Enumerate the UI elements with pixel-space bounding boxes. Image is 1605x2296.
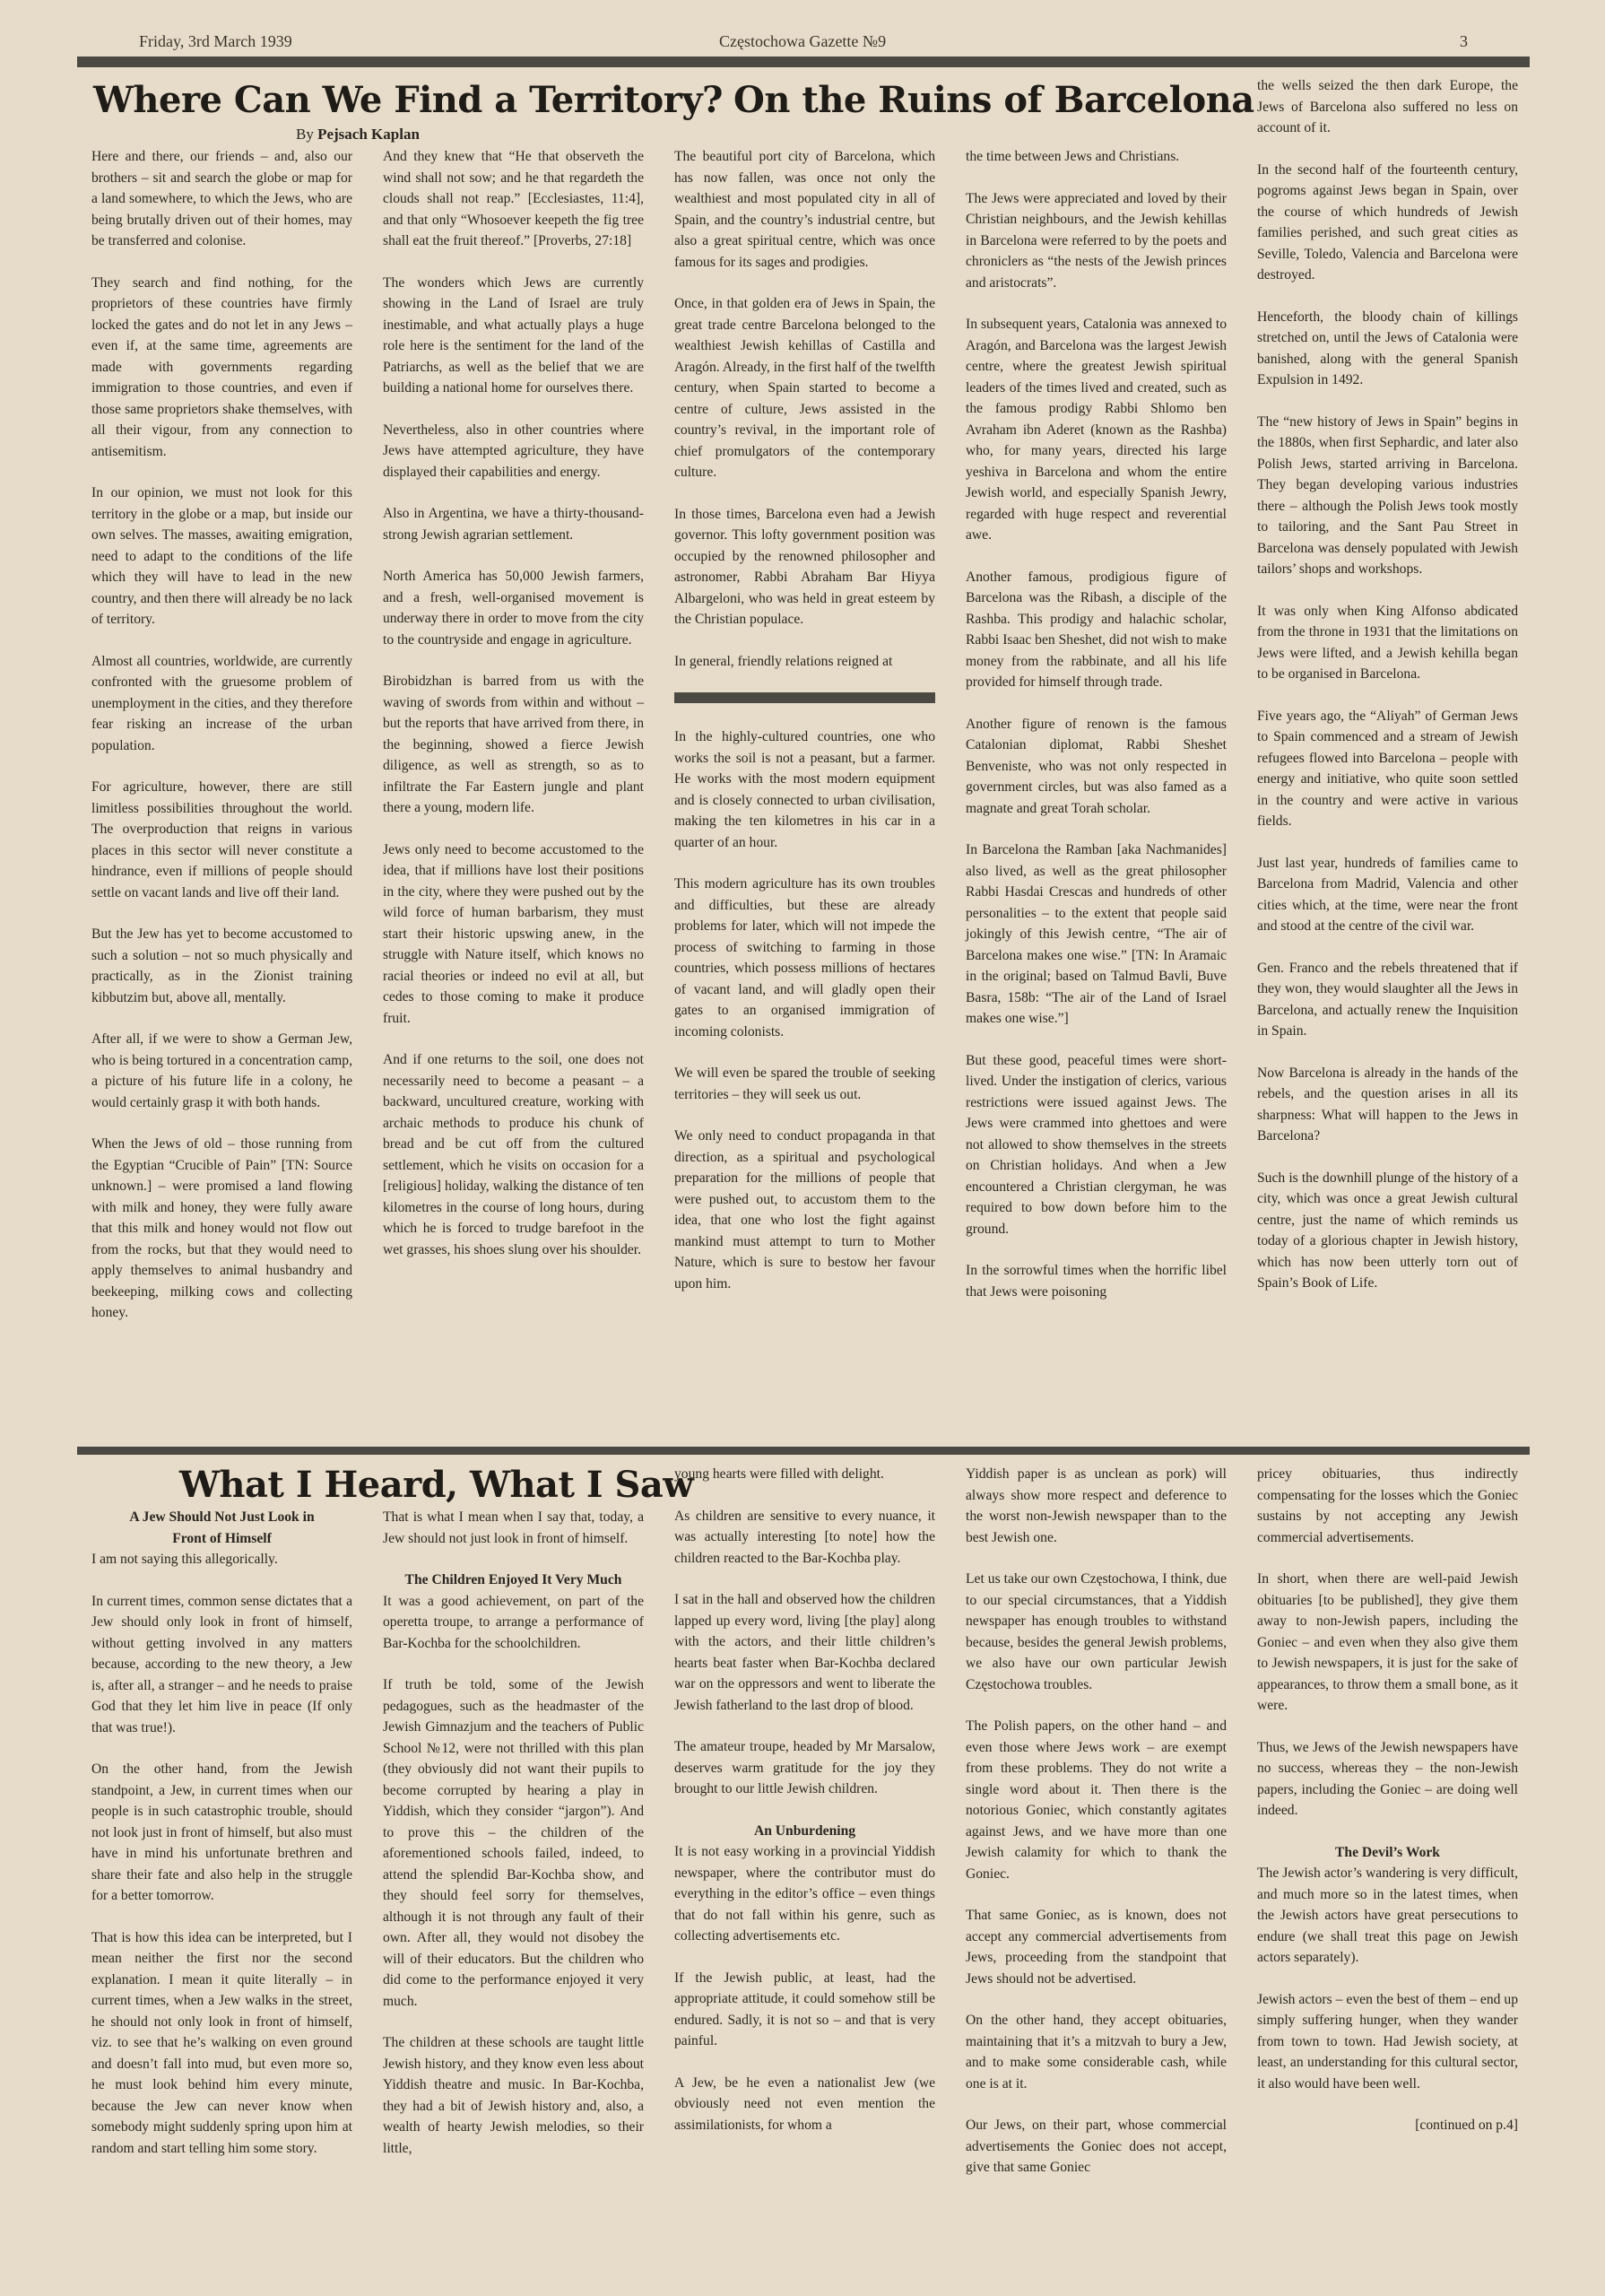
paragraph: For agriculture, however, there are still limitless possibilities throughout the world. The overproduction that reigns in various places in this sector will never constitute a hindrance, even if millions of people should settle on vacant lands and live off their land.: [91, 779, 352, 900]
paragraph: Jewish actors – even the best of them – end up simply suffering hunger, when they wander from town to town. Had Jewish society, at least, an understanding for this cultural sector, it also would have been well.: [1257, 1991, 1518, 2092]
paragraph: Thus, we Jews of the Jewish newspapers have no success, whereas they – the non-Jewish papers, including the Goniec – are doing well indeed.: [1257, 1739, 1518, 1818]
heard-saw-column-1: [91, 1507, 352, 2179]
article-title-barcelona: On the Ruins of Barcelona: [733, 79, 1254, 121]
publication-name: Częstochowa Gazette №9: [719, 32, 887, 50]
paragraph: It was only when King Alfonso abdicated from the throne in 1931 that the limitations on Jews were lifted, and a Jewish kehilla began to be organised in Barcelona.: [1257, 603, 1518, 682]
paragraph: After all, if we were to show a German Jew, who is being tortured in a concentration camp, a picture of his future life in a colony, he would certainly grasp it with both hands.: [91, 1031, 352, 1110]
paragraph: Jews only need to become accustomed to the idea, that if millions have lost their positions in the city, where they were pushed out by the wild force of human barbarism, they must start their historic upswing anew, in the struggle with Nature itself, which knows no racial theories or indeed no evil at all, but cedes to those coming to make it produce fruit.: [383, 841, 644, 1026]
territory-column-2: [383, 146, 644, 1281]
header-rule: [77, 57, 1530, 67]
paragraph: The wonders which Jews are currently showing in the Land of Israel are truly inestimable, and what actually plays a huge role here is the sentiment for the land of the Patriarchs, as well as the belief that we are building a national home for ourselves there.: [383, 274, 644, 396]
paragraph: That same Goniec, as is known, does not accept any commercial advertisements from Jews, proceeding from the standpoint that Jews should not be advertised.: [966, 1908, 1227, 1987]
paragraph: It was a good achievement, on part of the operetta troupe, to arrange a performance of Bar-Kochba for the schoolchildren.: [383, 1593, 644, 1651]
paragraph: Our Jews, on their part, whose commercial advertisements the Goniec does not accept, give that same Goniec: [966, 2118, 1227, 2175]
page-number: 3: [1460, 32, 1468, 50]
paragraph: Also in Argentina, we have a thirty-thousand-strong Jewish agrarian settlement.: [383, 506, 644, 543]
paragraph: The Jewish actor’s wandering is very difficult, and much more so in the latest times, when the Jewish actors have great persecutions to endure (we shall treat this page on Jewish actors separately).: [1257, 1866, 1518, 1965]
subheading: A Jew Should Not Just Look in Front of Himself: [129, 1509, 315, 1546]
paragraph: North America has 50,000 Jewish farmers, and a fresh, well-organised movement is underway there in order to move from the city to the countryside and engage in agriculture.: [383, 569, 644, 648]
paragraph: the wells seized the then dark Europe, the Jews of Barcelona also suffered no less on account of it.: [1257, 78, 1518, 135]
heard-saw-column-4: [966, 1464, 1227, 2199]
paragraph: But the Jew has yet to become accustomed to such a solution – not so much physically and practically, as in the Zionist training kibbutzim but, above all, mentally.: [91, 926, 352, 1005]
paragraph: Gen. Franco and the rebels threatened that if they won, they would slaughter all the Jews in Barcelona, and actually renew the Inquisition in Spain.: [1257, 960, 1518, 1039]
heard-saw-column-5: [1257, 1464, 1518, 2157]
paragraph: In current times, common sense dictates that a Jew should only look in front of himself, without getting involved in any matters because, according to the new theory, a Jew is, after all, a stranger – and he needs to praise God that they let him live in peace (If only that was true!).: [91, 1593, 352, 1735]
section-rule: [77, 1447, 1530, 1455]
paragraph: They search and find nothing, for the proprietors of these countries have firmly locked the gates and do not let in any Jews – even if, at the same time, agreements are made with governments regarding immigration to those countries, and even if those same proprietors shake themselves, with all their vigour, from any connection to antisemitism.: [91, 274, 352, 459]
byline-prefix: By: [296, 126, 314, 143]
paragraph: The Polish papers, on the other hand – and even those where Jews work – are exempt from these problems. They do not write a single word about it. Then there is the notorious Goniec, which constantly agitates against Jews, and we have more than one Jewish calamity for which to thank the Goniec.: [966, 1718, 1227, 1882]
paragraph: Just last year, hundreds of families came to Barcelona from Madrid, Valencia and other cities which, at the time, were near the front and stood at the centre of the civil war.: [1257, 855, 1518, 934]
article-title-heard-saw: What I Heard, What I Saw: [179, 1464, 694, 1506]
paragraph: Birobidzhan is barred from us with the waving of swords from within and without – but the reports that have arrived from there, in the beginning, showed a fierce Jewish diligence, as well as strength, so as to infiltrate the Far Eastern jungle and plant there a young, modern life.: [383, 674, 644, 815]
paragraph: young hearts were filled with delight.: [674, 1466, 884, 1482]
paragraph: In those times, Barcelona even had a Jewish governor. This lofty government position was occupied by the renowned philosopher and astronomer, Rabbi Abraham Bar Hiyya Albargeloni, who was held in great esteem by the Christian populace.: [674, 506, 935, 627]
paragraph: Once, in that golden era of Jews in Spain, the great trade centre Barcelona belonged to the wealthiest Jewish kehillas of Castilla and Aragón. Already, in the first half of the twelfth century, when Spain started to become a centre of culture, Jews assisted in the country’s revival, in the important role of chief promulgators of the contemporary culture.: [674, 296, 935, 480]
paragraph: In Barcelona the Ramban [aka Nachmanides] also lived, as well as the great philosopher Rabbi Hasdai Crescas and hundreds of other personalities – to the extent that people said jokingly of this Jewish centre, “The air of Barcelona makes one wise.” [TN: In Aramaic in the original; based on Talmud Bavli, Buve Basra, 158b: “The air of the Land of Israel makes one wise.”]: [966, 842, 1227, 1026]
subheading: An Unburdening: [753, 1822, 856, 1839]
paragraph: In the second half of the fourteenth century, pogroms against Jews began in Spain, over the course of which hundreds of Jewish families perished, and such great cities as Seville, Toledo, Valencia and Barcelona were destroyed.: [1257, 161, 1518, 283]
paragraph: The Jews were appreciated and loved by their Christian neighbours, and the Jewish kehillas in Barcelona were referred to by the poets and chroniclers as “the nests of the Jewish princes and aristocrats”.: [966, 190, 1227, 291]
paragraph: Five years ago, the “Aliyah” of German Jews to Spain commenced and a stream of Jewish refugees flowed into Barcelona – people with energy and initiative, who quite soon settled in the country and were active in various fields.: [1257, 708, 1518, 829]
paragraph: It is not easy working in a provincial Yiddish newspaper, where the contributor must do everything in the editor’s office – even things that do not fall within his genre, such as collecting advertisements etc.: [674, 1844, 935, 1944]
paragraph: If the Jewish public, at least, had the appropriate attitude, it could somehow still be endured. Sadly, it is not so – and that is very painful.: [674, 1970, 935, 2048]
paragraph: Such is the downhill plunge of the history of a city, which was once a great Jewish cultural centre, just the name of which reminds us today of a glorious chapter in Jewish history, which has now been utterly torn out of Spain’s Book of Life.: [1257, 1170, 1518, 1291]
paragraph: In our opinion, we must not look for this territory in the globe or a map, but inside our own selves. The masses, awaiting emigration, need to adapt to the conditions of the life which they will have to lead in the new country, and then there will already be no lack of territory.: [91, 485, 352, 627]
territory-column-1: [91, 146, 352, 1344]
paragraph: On the other hand, from the Jewish standpoint, a Jew, in current times when our people is in such catastrophic trouble, should not look just in front of himself, but also must have in mind his unfortunate brethren and share their fate and also help in the struggle for a better tomorrow.: [91, 1761, 352, 1903]
paragraph: The “new history of Jews in Spain” begins in the 1880s, when first Sephardic, and later also Polish Jews, started arriving in Barcelona. They began developing various industries there – although the Polish Jews took mostly to tailoring, and the Sant Pau Street in Barcelona was densely populated with Jewish tailors’ shops and workshops.: [1257, 413, 1518, 577]
paragraph: That is what I mean when I say that, today, a Jew should not just look in front of himself.: [383, 1509, 644, 1546]
paragraph: Let us take our own Częstochowa, I think, due to our special circumstances, that a Yiddish newspaper has enough troubles to withstand because, besides the general Jewish problems, we also have our own particular Jewish Częstochowa troubles.: [966, 1571, 1227, 1692]
issue-date: Friday, 3rd March 1939: [139, 32, 292, 50]
paragraph: I sat in the hall and observed how the children lapped up every word, living [the play] along with the actors, and their little children’s hearts beat faster when Bar-Kochba declared war on the oppressors and went to liberate the Jewish fatherland to the last drop of blood.: [674, 1592, 935, 1713]
subheading: The Devil’s Work: [1335, 1844, 1440, 1860]
paragraph: We will even be spared the trouble of seeking territories – they will seek us out.: [674, 1065, 935, 1102]
subheading: The Children Enjoyed It Very Much: [404, 1572, 622, 1587]
paragraph: Yiddish paper is as unclean as pork) will always show more respect and deference to the worst non-Jewish newspaper than to the best Jewish one.: [966, 1466, 1227, 1545]
paragraph: Another figure of renown is the famous Catalonian diplomat, Rabbi Sheshet Benveniste, who was not only respected in government circles, but was also famed as a magnate and great Torah scholar.: [966, 716, 1227, 816]
paragraph: When the Jews of old – those running from the Egyptian “Crucible of Pain” [TN: Source unknown.] – were promised a land flowing with milk and honey, they were fully aware that this milk and honey would not flow out from the rocks, but that they would need to apply themselves to animal husbandry and beekeeping, milking cows and collecting honey.: [91, 1136, 352, 1320]
paragraph: Another famous, prodigious figure of Barcelona was the Ribash, a disciple of the Rashba. This prodigy and halachic scholar, Rabbi Isaac ben Sheshet, did not wish to make money from the rabbinate, and all his life provided for himself through trade.: [966, 569, 1227, 690]
paragraph: Here and there, our friends – and, also our brothers – sit and search the globe or map for a land somewhere, to which the Jews, who are being brutally driven out of their homes, may be transferred and colonise.: [91, 149, 352, 248]
paragraph: The children at these schools are taught little Jewish history, and they know even less about Yiddish theatre and music. In Bar-Kochba, they had a bit of Jewish history and, also, a wealth of hearty Jewish melodies, so their little,: [383, 2035, 644, 2156]
paragraph: And they knew that “He that observeth the wind shall not sow; and he that regardeth the clouds shall not reap.” [Ecclesiastes, 11:4], and that only “Whosoever keepeth the fig tree shall eat the fruit thereof.” [Proverbs, 27:18]: [383, 149, 644, 248]
paragraph: Henceforth, the bloody chain of killings stretched on, until the Jews of Catalonia were banished, along with the general Spanish Expulsion in 1492.: [1257, 309, 1518, 387]
byline: [296, 126, 420, 144]
barcelona-column-2: [966, 146, 1227, 1323]
barcelona-column-3: [1257, 75, 1518, 1315]
continued-note: [continued on p.4]: [1415, 2118, 1518, 2133]
paragraph: In subsequent years, Catalonia was annexed to Aragón, and Barcelona was the largest Jewish centre, where the greatest Jewish spiritual leaders of the times lived and created, such as the famous prodigy Rabbi Shlomo ben Avraham ibn Aderet (known as the Rashba) who, for many years, directed his large yeshiva in Barcelona and whom the entire Jewish world, and especially Spanish Jewry, regarded with huge respect and reverential awe.: [966, 317, 1227, 543]
paragraph: the time between Jews and Christians.: [966, 149, 1180, 164]
column-divider-bar: [674, 692, 935, 703]
article-title-territory: Where Can We Find a Territory?: [93, 79, 723, 121]
paragraph: The beautiful port city of Barcelona, which has now fallen, was once not only the wealthiest and most populated city in all of Spain, and the country’s industrial centre, but also a great spiritual centre, which was once famous for its sages and prodigies.: [674, 149, 935, 270]
author-name: Pejsach Kaplan: [317, 126, 420, 143]
paragraph: We only need to conduct propaganda in that direction, as a spiritual and psychological preparation for the millions of people that were pushed out, to accustom them to the idea, that one who lost the fight against mankind must attempt to turn to Mother Nature, which is sure to bestow her favour upon him.: [674, 1128, 935, 1292]
paragraph: A Jew, be he even a nationalist Jew (we obviously need not even mention the assimilationists, for whom a: [674, 2074, 935, 2133]
paragraph: pricey obituaries, thus indirectly compensating for the losses which the Goniec sustains by not accepting any Jewish commercial advertisements.: [1257, 1466, 1518, 1545]
paragraph: And if one returns to the soil, one does not necessarily need to become a peasant – a backward, uncultured creature, working with archaic methods to produce his chunk of bread and be cut off from the cultured settlement, which he visits on occasion for a [religious] holiday, walking the distance of ten kilometres in the course of long hours, during which he is forced to trudge barefoot in the wet grasses, his shoes slung over his shoulder.: [383, 1052, 644, 1257]
paragraph: As children are sensitive to every nuance, it was actually interesting [to note] how the children reacted to the Bar-Kochba play.: [674, 1508, 935, 1566]
paragraph: The amateur troupe, headed by Mr Marsalow, deserves warm gratitude for the joy they brought to our little Jewish children.: [674, 1739, 935, 1796]
paragraph: In short, when there are well-paid Jewish obituaries [to be published], they give them away to non-Jewish papers, including the Goniec – and even when they also give them to Jewish newspapers, it is just for the sake of appearances, to throw them a small bone, as it were.: [1257, 1571, 1518, 1713]
barcelona-column-1: [674, 146, 935, 1315]
paragraph: In the sorrowful times when the horrific libel that Jews were poisoning: [966, 1263, 1227, 1300]
paragraph: Almost all countries, worldwide, are currently confronted with the gruesome problem of unemployment in the cities, and they therefore fear risking an increase of the urban population.: [91, 653, 352, 753]
paragraph: On the other hand, they accept obituaries, maintaining that it’s a mitzvah to bury a Jew, and to make some considerable cash, while one is at it.: [966, 2013, 1227, 2092]
paragraph: If truth be told, some of the Jewish pedagogues, such as the headmaster of the Jewish Gimnazjum and the teachers of Public School №12, were not thrilled with this plan (they obviously did not want their pupils to become corrupted by hearing a play in Yiddish, which they consider “jargon”). And to prove this – the children of the aforementioned schools failed, indeed, to attend the splendid Bar-Kochba show, and they should feel sorry for themselves, although it is not through any fault of their own. After all, they would not disobey the will of their educators. But the children who did come to the performance enjoyed it very much.: [383, 1677, 644, 2009]
paragraph: In general, friendly relations reigned at: [674, 653, 893, 669]
paragraph: That is how this idea can be interpreted, but I mean neither the first nor the second explanation. I mean it quite literally – in current times, when a Jew walks in the street, he should not only look in front of himself, viz. to see that he’s walking on even ground and doesn’t fall into mud, but even more so, he must look behind him every minute, because the Jew can never know when somebody might suddenly spring upon him at random and start telling him some story.: [91, 1929, 352, 2156]
paragraph: This modern agriculture has its own troubles and difficulties, but these are already problems for later, which will not impede the process of switching to farming in those countries, which possess millions of hectares of vacant land, and will gladly open their gates to an organised immigration of incoming colonists.: [674, 876, 935, 1039]
paragraph: In the highly-cultured countries, one who works the soil is not a peasant, but a farmer. He works with the most modern equipment and is closely connected to urban civilisation, making the ten kilometres in his car in a quarter of an hour.: [674, 729, 935, 850]
paragraph: Now Barcelona is already in the hands of the rebels, and the question arises in all its sharpness: What will happen to the Jews in Barcelona?: [1257, 1065, 1518, 1144]
heard-saw-column-2: [383, 1507, 644, 2179]
paragraph: I am not saying this allegorically.: [91, 1552, 278, 1567]
heard-saw-column-3: [674, 1464, 935, 2156]
paragraph: But these good, peaceful times were short-lived. Under the instigation of clerics, various restrictions were issued against Jews. The Jews were crammed into ghettoes and were not allowed to show themselves in the streets on Christian holidays. And when a Jew encountered a Christian clergyman, he was required to bow down before him to the ground.: [966, 1052, 1227, 1237]
paragraph: Nevertheless, also in other countries where Jews have attempted agriculture, they have displayed their capabilities and energy.: [383, 422, 644, 480]
